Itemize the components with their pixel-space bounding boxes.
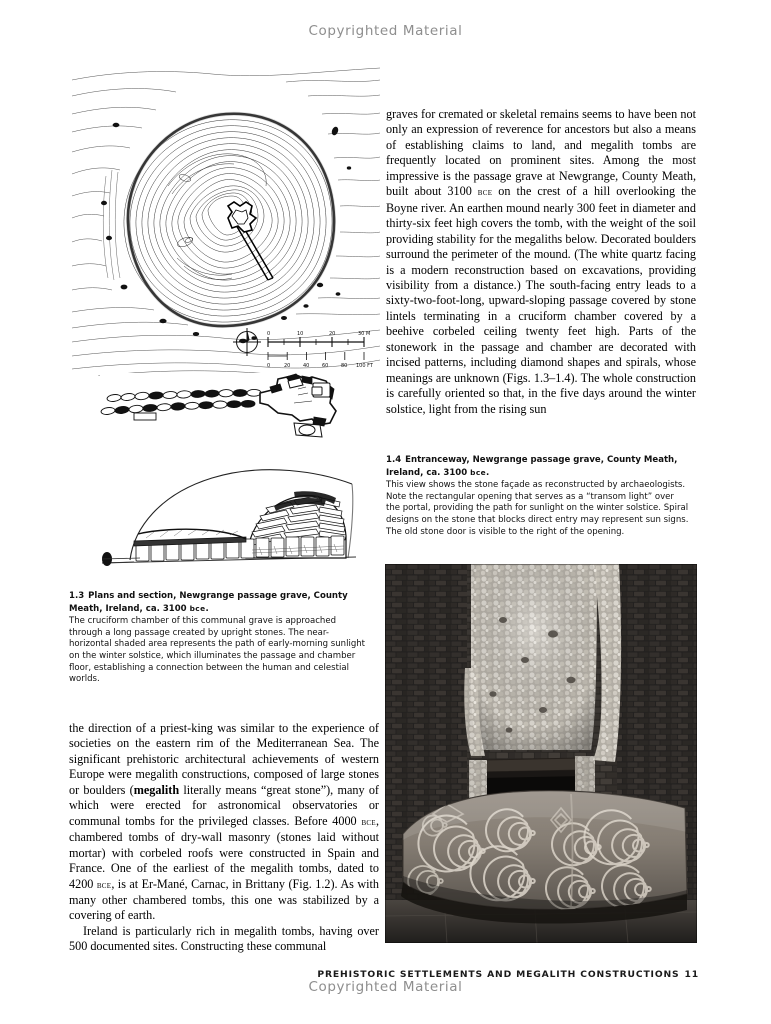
- scale-tick-imperial-4: 80: [341, 363, 348, 369]
- figure-1-3-caption: [69, 591, 369, 686]
- paragraph-text-continued: on the crest of a hill overlooking the Boyne river. An earthen mound nearly 300 feet in diameter and thirty-six feet high covers the tomb, with the weight of the soil providing stability for the megaliths below. Decorated boulders surround the perimeter of the mound. (The white quartz facing is a modern reconstruction based on excavations, providing visibility from a distance.) The south-facing entry leads to a sixty-two-foot-long, upward-sloping passage covered by stone lintels terminating in a cruciform chamber covered by a beehive corbeled ceiling twenty feet high. Parts of the stonework in the passage and chamber are decorated with incised patterns, including diamond shapes and spirals, whose meanings are unknown (Figs. 1.3–1.4). The whole construction is carefully oriented so that, in the five days around the winter solstice, light from the rising sun: [386, 184, 696, 416]
- caption-heading: [386, 455, 689, 479]
- paragraph-text-c: , chambered tombs of dry-wall masonry (stones laid without mortar) with corbeled roofs were constructed in Spain and France. One of the earliest of the megalith tombs, dated to 4200: [69, 813, 379, 891]
- paragraph-text-d: , is at Er-Mané, Carnac, in Brittany (Fig. 1.2). As with many other chambered tombs, this one was stabilized by a covering of earth.: [69, 876, 379, 923]
- scale-tick-metric-2: 20: [329, 331, 336, 337]
- figure-1-3-site-plan: [72, 66, 380, 376]
- figure-number: 1.4: [386, 455, 402, 465]
- era-label-2: bce: [96, 879, 112, 891]
- copyright-watermark-top: Copyrighted Material: [308, 23, 463, 39]
- scale-tick-imperial-0: 0: [267, 363, 271, 369]
- era-label: bce: [477, 187, 493, 199]
- caption-body: The cruciform chamber of this communal grave is approached through a long passage created by upright stones. The near-horizontal shaded area represents the path of early-morning sunlight on the winter solstice, which illuminates the passage and chamber floor, establishing a connection between the human and celestial worlds.: [69, 616, 366, 685]
- paragraph-text: the direction of a priest-king was similar to the experience of societies on the eastern rim of the Mediterranean Sea. The significant prehistoric architectural achievements of western Europe were megalith constructions, composed of large stones or boulders (: [69, 721, 379, 797]
- scale-tick-imperial-2: 40: [303, 363, 310, 369]
- scale-tick-imperial-5: 100 FT: [356, 363, 373, 369]
- figure-title-era: bce: [470, 467, 487, 477]
- scale-tick-metric-3: 30 M: [358, 331, 371, 337]
- page-number: 11: [684, 969, 699, 980]
- body-text-right-column: [386, 107, 696, 417]
- scale-tick-metric-1: 10: [297, 331, 304, 337]
- body-text-left-column: [69, 721, 379, 955]
- caption-body: This view shows the stone façade as reconstructed by archaeologists. Note the rectangular opening that serves as a “transom light” over the portal, providing the path for sunlight on the winter solstice. Spiral designs on the stone that blocks direct entry may represent sun signs. The old stone door is visible to the right of the opening.: [386, 480, 689, 537]
- paragraph-text-b: literally means “great stone”), many of which were erected for astronomical observatories or communal tombs for the privileged classes. Before 4000: [69, 782, 379, 828]
- paragraph-ireland: Ireland is particularly rich in megalith tombs, having over 500 documented sites. Constructing these communal: [69, 923, 379, 954]
- running-head-text: PREHISTORIC SETTLEMENTS AND MEGALITH CONSTRUCTIONS: [317, 969, 680, 980]
- figure-title-end: .: [205, 603, 209, 614]
- copyright-watermark-bottom: Copyrighted Material: [308, 979, 463, 995]
- paragraph-text: graves for cremated or skeletal remains seems to have been not only an expression of reverence for ancestors but also a means of establishing claims to land, and megalith tombs are frequently located on prominent sites. Among the most impressive is the passage grave at Newgrange, County Meath, built about 3100: [386, 107, 696, 199]
- term-megalith: megalith: [133, 782, 180, 797]
- scale-tick-metric-0: 0: [267, 331, 271, 337]
- figure-1-3-section-elevation: [94, 462, 356, 576]
- era-label-1: bce: [361, 816, 376, 828]
- figure-title-end: .: [486, 467, 490, 478]
- scale-tick-imperial-3: 60: [322, 363, 329, 369]
- figure-title: Plans and section, Newgrange passage grave, County Meath, Ireland, ca. 3100: [69, 591, 348, 614]
- scale-tick-imperial-1: 20: [284, 363, 291, 369]
- spiral-carvings: [403, 791, 687, 917]
- figure-title-era: bce: [189, 603, 206, 613]
- figure-1-4-caption: [386, 455, 689, 538]
- figure-number: 1.3: [69, 591, 85, 601]
- figure-1-3-passage-plan: [100, 373, 352, 445]
- caption-heading: [69, 591, 369, 615]
- figure-title: Entranceway, Newgrange passage grave, County Meath, Ireland, ca. 3100: [386, 455, 678, 478]
- figure-1-4-photograph: [385, 564, 697, 943]
